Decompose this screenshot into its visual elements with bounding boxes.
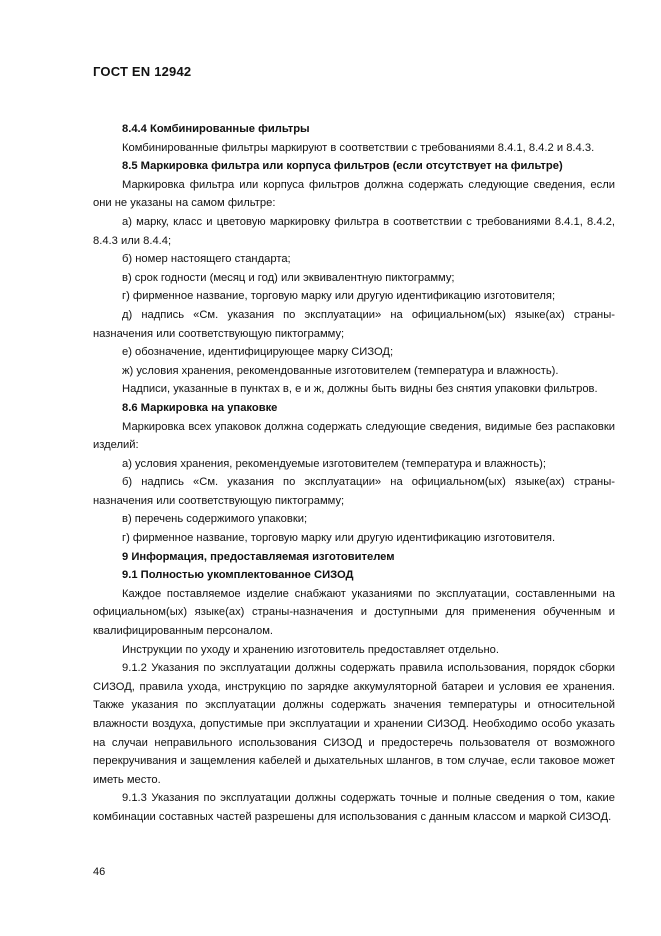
paragraph: Инструкции по уходу и хранению изготовитель предоставляет отдельно. xyxy=(122,643,499,656)
paragraph: Маркировка всех упаковок должна содержать следующие сведения, видимые без распаковки изделий: xyxy=(93,420,615,452)
document-header: ГОСТ EN 12942 xyxy=(93,64,192,79)
document-body xyxy=(93,120,615,827)
section-heading: 8.5 Маркировка фильтра или корпуса фильтров (если отсутствует на фильтре) xyxy=(122,160,563,173)
section-heading: 8.6 Маркировка на упаковке xyxy=(122,401,278,414)
paragraph: 9.1.3 Указания по эксплуатации должны содержать точные и полные сведения о том, какие комбинации составных частей разрешены для использования с данным классом и маркой СИЗОД. xyxy=(93,792,615,823)
paragraph: в) срок годности (месяц и год) или эквивалентную пиктограмму; xyxy=(122,271,455,284)
paragraph: б) номер настоящего стандарта; xyxy=(122,253,291,266)
paragraph: 9.1.2 Указания по эксплуатации должны содержать правила использования, порядок сборки СИЗОД, правила ухода, инструкцию по зарядке аккумуляторной батареи и условия ее хранения. Также указания по эксплуатации должны содержать значения температуры и относительной влажности воздуха, допустимые при эксплуатации и хранении СИЗОД. Необходимо особо указать на случаи неправильного использования СИЗОД и предостеречь пользователя от возможного перекручивания и защемления кабелей и дыхательных шлангов, в том случае, если таковое может иметь место. xyxy=(93,662,615,786)
paragraph: а) условия хранения, рекомендуемые изготовителем (температура и влажность); xyxy=(122,457,546,470)
paragraph: Комбинированные фильтры маркируют в соответствии с требованиями 8.4.1, 8.4.2 и 8.4.3. xyxy=(122,141,595,154)
paragraph: б) надпись «См. указания по эксплуатации» на официальном(ых) языке(ах) страны-назначения или соответствующую пиктограмму; xyxy=(93,476,615,507)
paragraph: Каждое поставляемое изделие снабжают указаниями по эксплуатации, составленными на официальном(ых) языке(ах) страны-назначения и доступными для применения обученным и квалифицированным персоналом. xyxy=(93,587,615,638)
paragraph: а) марку, класс и цветовую маркировку фильтра в соответствии с требованиями 8.4.1, 8.4.2, 8.4.3 или 8.4.4; xyxy=(93,215,615,247)
section-heading: 8.4.4 Комбинированные фильтры xyxy=(122,123,310,135)
paragraph: Надписи, указанные в пунктах в, е и ж, должны быть видны без снятия упаковки фильтров. xyxy=(122,383,598,396)
paragraph: г) фирменное название, торговую марку или другую идентификацию изготовителя; xyxy=(122,290,556,303)
paragraph: ж) условия хранения, рекомендованные изготовителем (температура и влажность). xyxy=(122,364,559,377)
section-heading: 9.1 Полностью укомплектованное СИЗОД xyxy=(122,569,354,582)
paragraph: д) надпись «См. указания по эксплуатации» на официальном(ых) языке(ах) страны-назначения или соответствующую пиктограмму; xyxy=(93,308,615,340)
section-heading: 9 Информация, предоставляемая изготовителем xyxy=(122,550,395,563)
page-number: 46 xyxy=(93,866,106,878)
paragraph: г) фирменное название, торговую марку или другую идентификацию изготовителя. xyxy=(122,532,556,545)
paragraph: в) перечень содержимого упаковки; xyxy=(122,513,308,526)
paragraph: е) обозначение, идентифицирующее марку СИЗОД; xyxy=(122,346,394,359)
paragraph: Маркировка фильтра или корпуса фильтров должна содержать следующие сведения, если они не указаны на самом фильтре: xyxy=(93,178,615,210)
